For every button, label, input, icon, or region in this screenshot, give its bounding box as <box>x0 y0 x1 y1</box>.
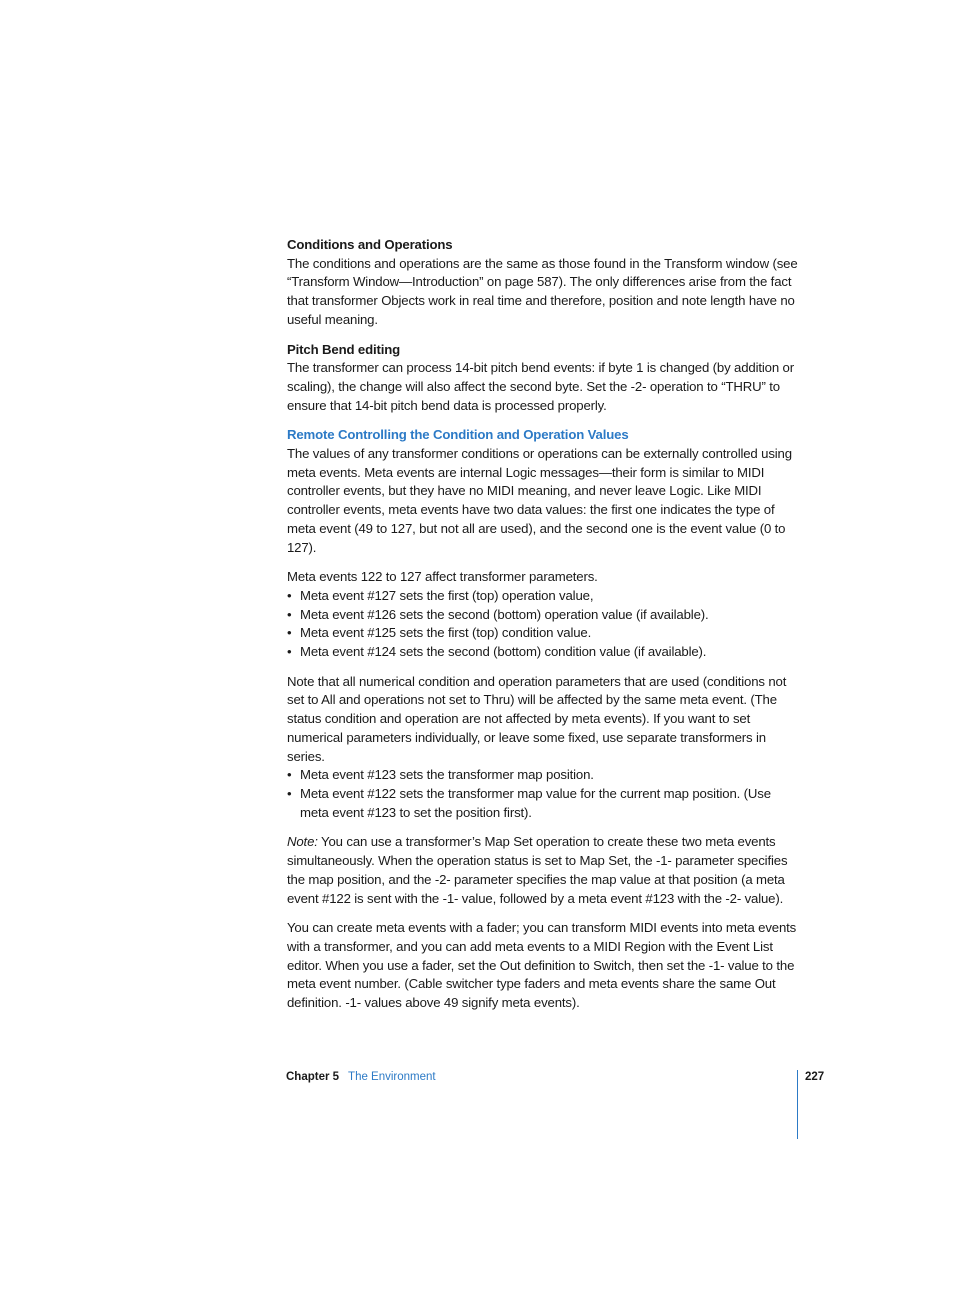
chapter-label: Chapter 5 <box>286 1071 340 1083</box>
bullet: • <box>287 625 292 641</box>
list-item: • Meta event #124 sets the second (bottom) condition value (if available). <box>287 643 799 662</box>
page-number: 227 <box>805 1071 825 1083</box>
note-paragraph <box>287 833 799 908</box>
page-content <box>287 236 799 1013</box>
page-footer <box>286 1069 436 1085</box>
conditions-section <box>287 236 799 330</box>
numerical-params-text: Note that all numerical condition and operation parameters that are used (conditions not set to All and operations not set to Thru) will be affected by the same meta event. (The status condition and operation are not affected by meta events). If you want to set numerical parameters individually, or leave some fixed, use separate transformers in series. <box>287 673 787 764</box>
conditions-heading: Conditions and Operations <box>287 237 453 252</box>
meta-list-2 <box>287 766 799 822</box>
note-text: You can use a transformer’s Map Set operation to create these two meta events simultaneously. When the operation status is set to Map Set, the -1- parameter specifies the map position, and the -2- parameter specifies the map value at that position (a meta event #122 is sent with the -1- value, followed by a meta event #123 with the -2- value). <box>287 834 788 906</box>
bullet: • <box>287 644 292 660</box>
conditions-text: The conditions and operations are the same as those found in the Transform window (see “Transform Window—Introduction” on page 587). The only differences arise from the fact that transformer Objects work in real time and therefore, position and note length have no useful meaning. <box>287 255 798 327</box>
bullet: • <box>287 587 292 603</box>
list-item: • Meta event #123 sets the transformer map position. <box>287 766 799 785</box>
list-item: • Meta event #126 sets the second (bottom) operation value (if available). <box>287 606 799 625</box>
fader-paragraph: You can create meta events with a fader; you can transform MIDI events into meta events with a transformer, and you can add meta events to a MIDI Region with the Event List editor. When you use a fader, set the Out definition to Switch, then set the -1- value to the meta event number. (Cable switcher type faders and meta events share the same Out definition. -1- values above 49 signify meta events). <box>287 920 797 1011</box>
list-item: • Meta event #127 sets the first (top) operation value, <box>287 587 799 606</box>
meta-lead: Meta events 122 to 127 affect transformer parameters. <box>287 569 598 585</box>
fader-block <box>287 919 799 1013</box>
note-label: Note: <box>287 834 318 850</box>
remote-heading: Remote Controlling the Condition and Operation Values <box>287 427 629 443</box>
pitch-bend-section <box>287 341 799 416</box>
footer-divider <box>797 1070 798 1139</box>
note-block <box>287 833 799 908</box>
list-item: • Meta event #122 sets the transformer map value for the current map position. (Use meta event #123 to set the position first). <box>287 785 771 820</box>
chapter-title-link[interactable]: The Environment <box>348 1071 436 1083</box>
list-item: • Meta event #125 sets the first (top) condition value. <box>287 624 799 643</box>
meta-events-block <box>287 568 799 662</box>
remote-intro: The values of any transformer conditions or operations can be externally controlled using meta events. Meta events are internal Logic messages—their form is similar to MIDI controller events, but they have no MIDI meaning, and never leave Logic. Like MIDI controller events, meta events have two data values: the first one indicates the type of meta event (49 to 127, but not all are used), and the second one is the event value (0 to 127). <box>287 446 792 555</box>
bullet: • <box>287 767 292 783</box>
pitch-bend-heading: Pitch Bend editing <box>287 341 401 357</box>
remote-section <box>287 426 799 557</box>
meta-list-1 <box>287 587 799 662</box>
bullet: • <box>287 785 292 801</box>
bullet: • <box>287 606 292 622</box>
pitch-bend-text: The transformer can process 14-bit pitch bend events: if byte 1 is changed (by addition or scaling), the change will also affect the second byte. Set the -2- operation to “THRU” to ensure that 14-bit pitch bend data is processed properly. <box>287 360 794 413</box>
numerical-params-block <box>287 673 799 823</box>
